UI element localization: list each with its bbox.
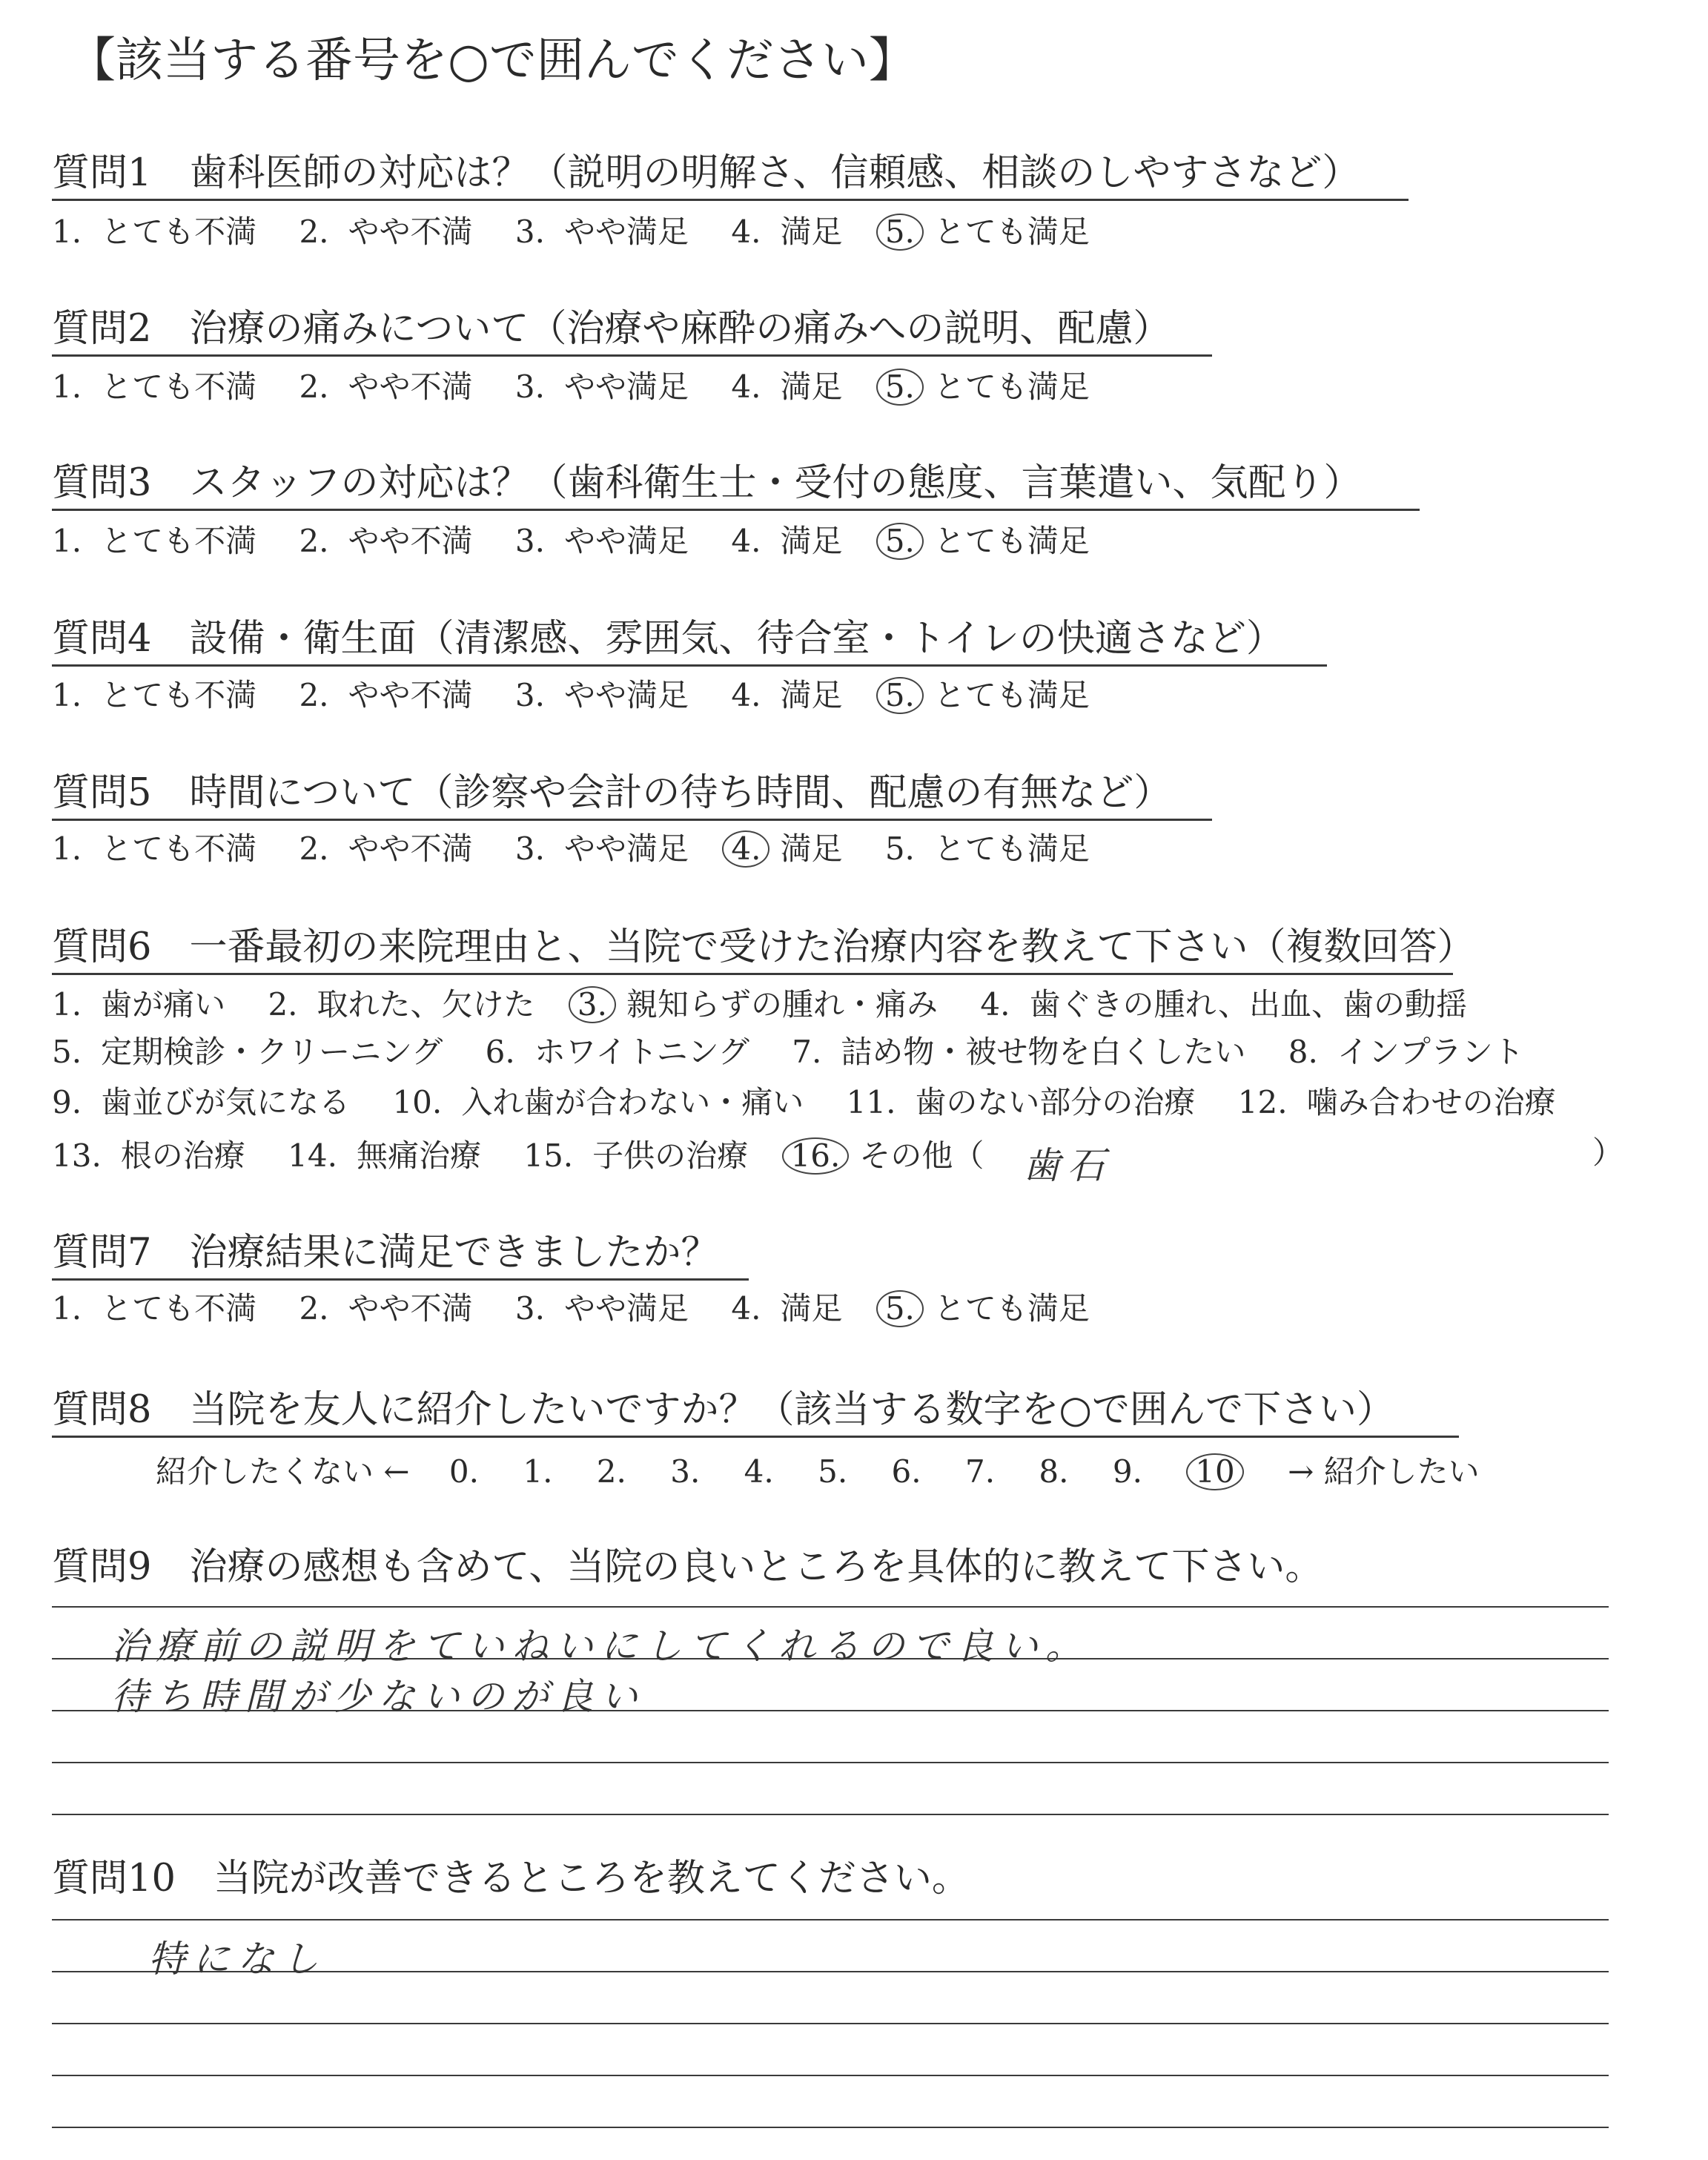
q6-row-3	[52, 1084, 1589, 1120]
q6-heading: 質問6 一番最初の来院理由と、当院で受けた治療内容を教えて下さい（複数回答）	[52, 925, 1475, 969]
q1-option-2[interactable]: 2. やや不満	[299, 214, 473, 250]
q5-options	[52, 830, 1122, 868]
q9-heading: 質問9 治療の感想も含めて、当院の良いところを具体的に教えて下さい。	[52, 1545, 1323, 1589]
q3-option-4[interactable]: 4. 満足	[731, 523, 843, 559]
q9-answer-line-2[interactable]: 待ち時間が少ないのが良い	[111, 1675, 645, 1718]
q10-writing-line-4	[52, 2075, 1609, 2076]
q3-option-5[interactable]: 5. とても満足	[885, 523, 1090, 560]
q6-option-3[interactable]: 3. 親知らずの腫れ・痛み	[577, 986, 938, 1023]
q2-heading: 質問2 治療の痛みについて（治療や麻酔の痛みへの説明、配慮）	[52, 307, 1171, 351]
q4-options	[52, 677, 1122, 714]
q6-option-6[interactable]: 6. ホワイトニング	[485, 1034, 749, 1070]
q7-options	[52, 1290, 1122, 1327]
q6-option-10[interactable]: 10. 入れ歯が合わない・痛い	[392, 1084, 804, 1120]
q3-option-3[interactable]: 3. やや満足	[514, 523, 689, 559]
q10-answer-line-1[interactable]: 特になし	[148, 1938, 326, 1981]
selected-circle: 5.	[876, 369, 924, 406]
q6-option-14[interactable]: 14. 無痛治療	[288, 1137, 481, 1174]
q5-underline	[52, 819, 1212, 821]
q8-score-9[interactable]: 9.	[1112, 1453, 1142, 1490]
selected-circle: 5.	[876, 214, 924, 251]
q4-option-3[interactable]: 3. やや満足	[514, 677, 689, 713]
q8-score-0[interactable]: 0.	[448, 1453, 479, 1490]
q10-writing-line-5	[52, 2127, 1609, 2128]
q6-option-13[interactable]: 13. 根の治療	[52, 1137, 245, 1174]
q3-heading: 質問3 スタッフの対応は？（歯科衛生士・受付の態度、言葉遣い、気配り）	[52, 461, 1362, 505]
q9-writing-line-4	[52, 1762, 1609, 1763]
q8-score-8[interactable]: 8.	[1039, 1453, 1069, 1490]
q8-score-5[interactable]: 5.	[818, 1453, 848, 1490]
q6-row-2	[52, 1034, 1557, 1070]
q8-heading: 質問8 当院を友人に紹介したいですか？（該当する数字を○で囲んで下さい）	[52, 1388, 1394, 1432]
q2-option-3[interactable]: 3. やや満足	[514, 369, 689, 405]
q6-row-1	[52, 986, 1500, 1023]
q8-score-2[interactable]: 2.	[596, 1453, 626, 1490]
q6-option-11[interactable]: 11. 歯のない部分の治療	[846, 1084, 1196, 1120]
selected-circle: 4.	[722, 830, 769, 868]
q7-heading: 質問7 治療結果に満足できましたか？	[52, 1231, 719, 1275]
q9-writing-line-5	[52, 1814, 1609, 1815]
q6-option-7[interactable]: 7. 詰め物・被せ物を白くしたい	[792, 1034, 1246, 1070]
q6-underline	[52, 973, 1453, 975]
q7-underline	[52, 1278, 749, 1281]
q1-option-4[interactable]: 4. 満足	[731, 214, 843, 250]
q2-option-1[interactable]: 1. とても不満	[52, 369, 257, 405]
q2-options	[52, 369, 1122, 406]
q9-writing-line-1	[52, 1606, 1609, 1608]
q4-option-5[interactable]: 5. とても満足	[885, 677, 1090, 714]
q6-option-2[interactable]: 2. 取れた、欠けた	[268, 986, 535, 1023]
q1-option-5[interactable]: 5. とても満足	[885, 214, 1090, 251]
q8-score-1[interactable]: 1.	[523, 1453, 553, 1490]
selected-circle: 5.	[876, 1290, 924, 1327]
q4-underline	[52, 664, 1327, 667]
q1-heading: 質問1 歯科医師の対応は？（説明の明解さ、信頼感、相談のしやすさなど）	[52, 151, 1360, 195]
selected-circle: 3.	[569, 986, 616, 1023]
q7-option-1[interactable]: 1. とても不満	[52, 1290, 257, 1327]
q5-option-1[interactable]: 1. とても不満	[52, 830, 257, 867]
q8-score-6[interactable]: 6.	[891, 1453, 921, 1490]
q7-option-4[interactable]: 4. 満足	[731, 1290, 843, 1327]
q7-option-5[interactable]: 5. とても満足	[885, 1290, 1090, 1327]
q2-option-2[interactable]: 2. やや不満	[299, 369, 473, 405]
q6-option-16[interactable]: 16. その他（	[791, 1137, 984, 1175]
q5-option-5[interactable]: 5. とても満足	[884, 830, 1090, 867]
q1-option-1[interactable]: 1. とても不満	[52, 214, 257, 250]
q5-option-4[interactable]: 4. 満足	[731, 830, 842, 868]
q6-option-1[interactable]: 1. 歯が痛い	[52, 986, 226, 1023]
q1-underline	[52, 199, 1409, 201]
q6-other-close-paren: ）	[1592, 1135, 1624, 1171]
q7-option-3[interactable]: 3. やや満足	[514, 1290, 689, 1327]
q4-option-4[interactable]: 4. 満足	[731, 677, 843, 713]
q4-option-1[interactable]: 1. とても不満	[52, 677, 257, 713]
page-title: 【該当する番号を○で囲んでください】	[68, 33, 916, 88]
q10-writing-line-1	[52, 1919, 1609, 1920]
q1-option-3[interactable]: 3. やや満足	[514, 214, 689, 250]
q9-answer-line-1[interactable]: 治療前の説明をていねいにしてくれるので良い。	[111, 1625, 1090, 1668]
q3-option-1[interactable]: 1. とても不満	[52, 523, 257, 559]
selected-circle: 16.	[782, 1137, 850, 1175]
q6-option-5[interactable]: 5. 定期検診・クリーニング	[52, 1034, 443, 1070]
q3-underline	[52, 509, 1420, 511]
q1-options	[52, 214, 1122, 251]
q5-heading: 質問5 時間について（診察や会計の待ち時間、配慮の有無など）	[52, 771, 1172, 815]
q10-writing-line-3	[52, 2023, 1609, 2024]
q2-underline	[52, 354, 1212, 357]
q8-underline	[52, 1436, 1459, 1438]
q8-left-label: 紹介したくない ←	[156, 1453, 410, 1490]
q2-option-5[interactable]: 5. とても満足	[885, 369, 1090, 406]
q8-score-4[interactable]: 4.	[744, 1453, 774, 1490]
q6-option-9[interactable]: 9. 歯並びが気になる	[52, 1084, 351, 1120]
q6-row-4	[52, 1137, 1016, 1175]
q8-score-10[interactable]	[1186, 1453, 1243, 1490]
q6-other-handwritten: 歯石	[1023, 1144, 1112, 1187]
q8-scale	[156, 1453, 1480, 1490]
selected-circle: 5.	[876, 677, 924, 714]
q6-option-4[interactable]: 4. 歯ぐきの腫れ、出血、歯の動揺	[980, 986, 1467, 1023]
q10-heading: 質問10 当院が改善できるところを教えてください。	[52, 1857, 970, 1900]
selected-circle: 5.	[876, 523, 924, 560]
q4-heading: 質問4 設備・衛生面（清潔感、雰囲気、待合室・トイレの快適さなど）	[52, 617, 1284, 661]
q6-option-12[interactable]: 12. 噛み合わせの治療	[1237, 1084, 1556, 1120]
q8-score-7[interactable]: 7.	[964, 1453, 996, 1490]
q2-option-4[interactable]: 4. 満足	[731, 369, 843, 405]
q5-option-3[interactable]: 3. やや満足	[514, 830, 689, 867]
q4-option-2[interactable]: 2. やや不満	[299, 677, 473, 713]
q8-score-3[interactable]: 3.	[670, 1453, 701, 1490]
q3-option-2[interactable]: 2. やや不満	[299, 523, 473, 559]
q6-option-15[interactable]: 15. 子供の治療	[523, 1137, 749, 1174]
selected-circle: 10	[1186, 1453, 1243, 1490]
q8-right-label: → 紹介したい	[1288, 1453, 1480, 1490]
q6-option-8[interactable]: 8. インプラント	[1288, 1034, 1524, 1070]
q7-option-2[interactable]: 2. やや不満	[299, 1290, 473, 1327]
q3-options	[52, 523, 1122, 560]
q5-option-2[interactable]: 2. やや不満	[299, 830, 473, 867]
